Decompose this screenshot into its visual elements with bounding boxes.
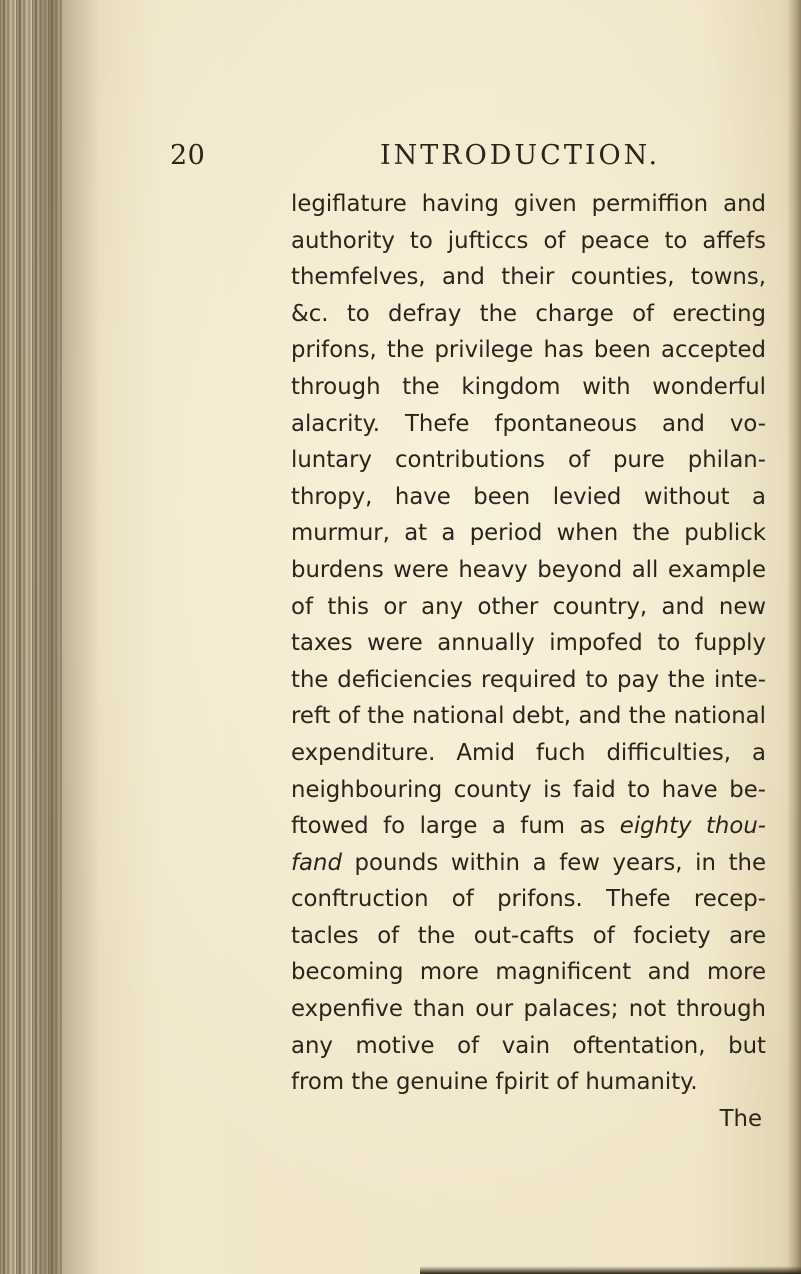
- page-edge-bottom: [420, 1266, 801, 1274]
- text-line: authority to jufticcs of peace to affefs: [291, 227, 766, 254]
- text-line: conftruction of prifons. Thefe recep-: [291, 886, 766, 913]
- text-line-with-italic: [291, 845, 766, 882]
- text-segment: pounds within a few years, in the: [341, 849, 766, 876]
- text-line: tacles of the out-cafts of fociety are: [291, 922, 766, 949]
- text-line: reft of the national debt, and the national: [291, 703, 766, 730]
- text-line: neighbouring county is faid to have be-: [291, 776, 766, 803]
- text-line: the deficiencies required to pay the inte-: [291, 666, 766, 693]
- text-line: prifons, the privilege has been accepted: [291, 337, 766, 364]
- page-header: [170, 140, 710, 174]
- text-line: any motive of vain oftentation, but: [291, 1032, 766, 1059]
- text-line-with-italic: [291, 808, 766, 845]
- text-line: legiflature having given permiffion and: [291, 191, 766, 217]
- text-segment: ftowed fo large a fum as: [291, 813, 620, 840]
- text-line: expenditure. Amid fuch difficulties, a: [291, 739, 766, 766]
- body-text: [291, 186, 766, 1137]
- text-line: luntary contributions of pure philan-: [291, 447, 766, 474]
- catchword: The: [719, 1105, 762, 1132]
- text-line: taxes were annually impofed to fupply: [291, 630, 766, 657]
- running-head: INTRODUCTION.: [380, 140, 661, 171]
- text-line: &c. to defray the charge of erecting: [291, 300, 766, 327]
- text-line: murmur, at a period when the publick: [291, 520, 766, 547]
- text-line: burdens were heavy beyond all example: [291, 556, 766, 583]
- italic-text: fand: [291, 849, 342, 876]
- text-line: themfelves, and their counties, towns,: [291, 264, 766, 291]
- page-edge-right: [787, 0, 801, 1274]
- text-line: expenfive than our palaces; not through: [291, 996, 766, 1023]
- text-line: becoming more magnificent and more: [291, 959, 766, 986]
- text-line: thropy, have been levied without a: [291, 483, 766, 510]
- page-number: 20: [170, 140, 206, 171]
- text-line-last: from the genuine fpirit of humanity.: [291, 1069, 698, 1096]
- gutter-shadow: [40, 0, 100, 1274]
- italic-text: eighty thou-: [619, 813, 766, 840]
- text-line: alacrity. Thefe fpontaneous and vo-: [291, 410, 766, 437]
- text-line: of this or any other country, and new: [291, 593, 766, 620]
- text-line: through the kingdom with wonderful: [291, 373, 766, 400]
